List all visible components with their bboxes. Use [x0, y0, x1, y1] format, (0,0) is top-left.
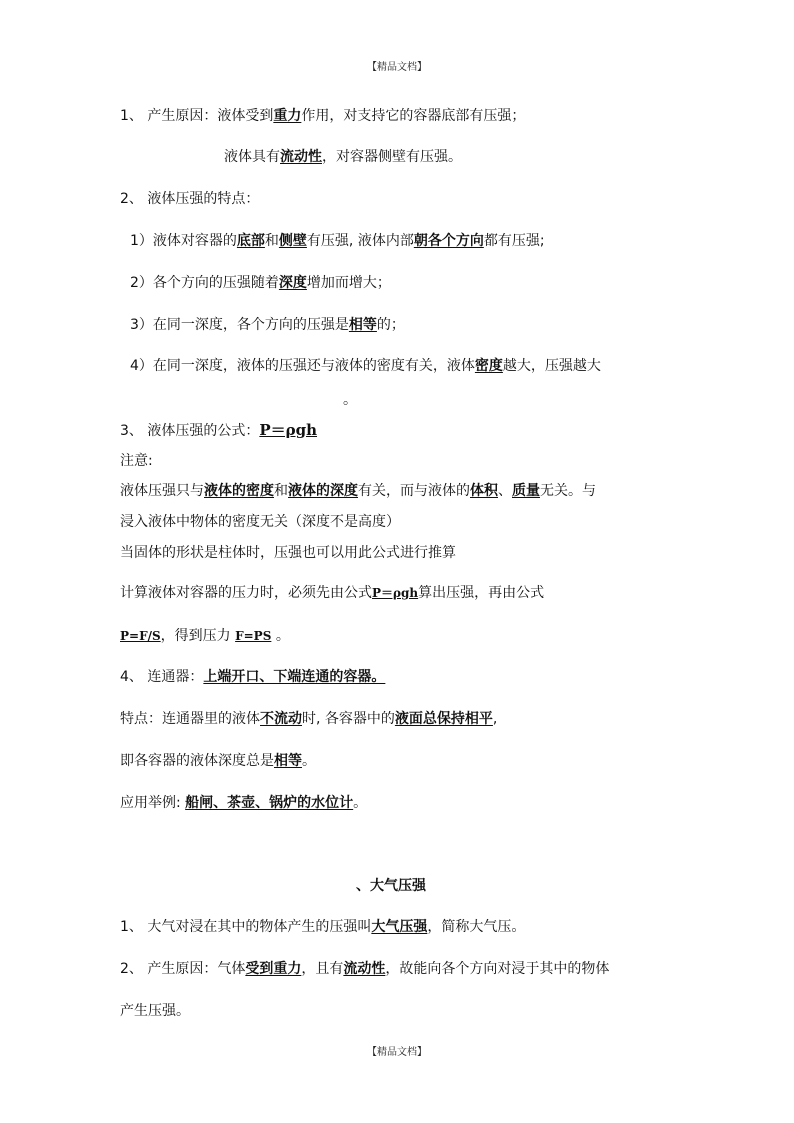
text-line [120, 421, 317, 440]
text-line: 浸入液体中物体的密度无关（深度不是高度） [120, 514, 400, 530]
text-line: 当固体的形状是柱体时，压强也可以用此公式进行推算 [120, 545, 456, 561]
text-line [130, 232, 545, 250]
text: 和 [274, 483, 288, 499]
page-header: 【精品文档】 [367, 62, 427, 73]
text: 1）液体对容器的 [130, 233, 237, 249]
text: 2、 产生原因：气体 [120, 961, 246, 977]
text-line: 。 [343, 392, 357, 408]
text-line [120, 627, 290, 645]
keyword: 液体的密度 [204, 483, 274, 499]
keyword: 上端开口、下端连通的容器。 [203, 669, 386, 685]
text-line [120, 794, 367, 812]
text: 的； [376, 317, 405, 333]
text: ，且有 [301, 961, 344, 977]
text-line [120, 107, 525, 125]
text: 时, 各容器中的 [302, 711, 395, 727]
text-line: 2、 液体压强的特点： [120, 191, 260, 207]
text-line [120, 482, 596, 500]
text-line [130, 274, 391, 292]
text: 2）各个方向的压强随着 [130, 275, 279, 291]
keyword: 相等 [348, 317, 377, 333]
keyword: 底部 [236, 233, 265, 249]
text: 4）在同一深度，液体的压强还与液体的密度有关，液体 [130, 358, 475, 374]
text-line: 产生压强。 [120, 1003, 190, 1019]
text: 。 [271, 628, 290, 644]
text: 无关。与 [540, 483, 596, 499]
text: 和 [264, 233, 279, 249]
keyword: 大气压强 [371, 919, 428, 935]
text: 液体压强只与 [120, 483, 204, 499]
keyword: 侧壁 [278, 233, 307, 249]
text: 即各容器的液体深度总是 [120, 753, 274, 769]
text: ，简称大气压。 [427, 919, 526, 935]
text-line [120, 668, 385, 686]
text: 。 [302, 753, 316, 769]
text: 、 [498, 483, 512, 499]
formula: P＝ρgh [372, 586, 419, 600]
text-line [120, 752, 316, 770]
text: ，对容器侧壁有压强。 [322, 149, 462, 165]
text-line [120, 960, 609, 978]
text-line [130, 316, 405, 334]
keyword: 质量 [512, 483, 540, 499]
text: ，故能向各个方向对浸于其中的物体 [385, 961, 610, 977]
keyword: 密度 [474, 358, 503, 374]
text: 液体具有 [224, 149, 280, 165]
keyword: 不流动 [260, 711, 302, 727]
text: 1、 大气对浸在其中的物体产生的压强叫 [120, 919, 372, 935]
formula: P=F/S [120, 629, 161, 643]
text: 3、 液体压强的公式： [120, 423, 260, 439]
text: 压强越大 [544, 358, 601, 374]
text-line [120, 918, 525, 936]
keyword: 深度 [278, 275, 307, 291]
keyword: 朝各个方向 [413, 233, 484, 249]
keyword: 液体的深度 [288, 483, 358, 499]
text: ，得到压力 [160, 628, 236, 644]
keyword: 受到重力 [245, 961, 302, 977]
text: 作用，对支持它的容器底部有压强； [301, 108, 526, 124]
text: 都有压强; [483, 233, 545, 249]
text: 1、 产生原因：液体受到 [120, 108, 274, 124]
text: 有压强, 液体内部 [306, 233, 414, 249]
keyword: 相等 [274, 753, 302, 769]
text: 计算液体对容器的压力时，必须先由公式 [120, 585, 372, 601]
text: 特点：连通器里的液体 [120, 711, 260, 727]
page-footer: 【精品文档】 [367, 1047, 427, 1058]
text: , [492, 711, 498, 727]
formula: P＝ρgh [259, 421, 318, 439]
text: 应用举例: [120, 795, 186, 811]
section-heading: 、大气压强 [356, 878, 426, 894]
formula: F=PS [235, 629, 272, 643]
text: 有关，而与液体的 [358, 483, 470, 499]
keyword: 液面总保持相平 [394, 711, 493, 727]
text-line [120, 710, 497, 728]
text: 4、 连通器： [120, 669, 204, 685]
text-line [120, 584, 544, 602]
keyword: 体积 [470, 483, 498, 499]
keyword: 船闸、茶壶、锅炉的水位计 [185, 795, 354, 811]
text-line [130, 357, 601, 375]
text: 越大， [502, 358, 545, 374]
keyword: 重力 [273, 108, 302, 124]
keyword: 流动性 [280, 149, 322, 165]
text-line [224, 148, 462, 166]
text-line: 注意: [120, 453, 153, 469]
text: 。 [353, 795, 368, 811]
keyword: 流动性 [343, 961, 386, 977]
text: 算出压强，再由公式 [418, 585, 545, 601]
text: 3）在同一深度，各个方向的压强是 [130, 317, 349, 333]
text: 增加而增大； [306, 275, 391, 291]
